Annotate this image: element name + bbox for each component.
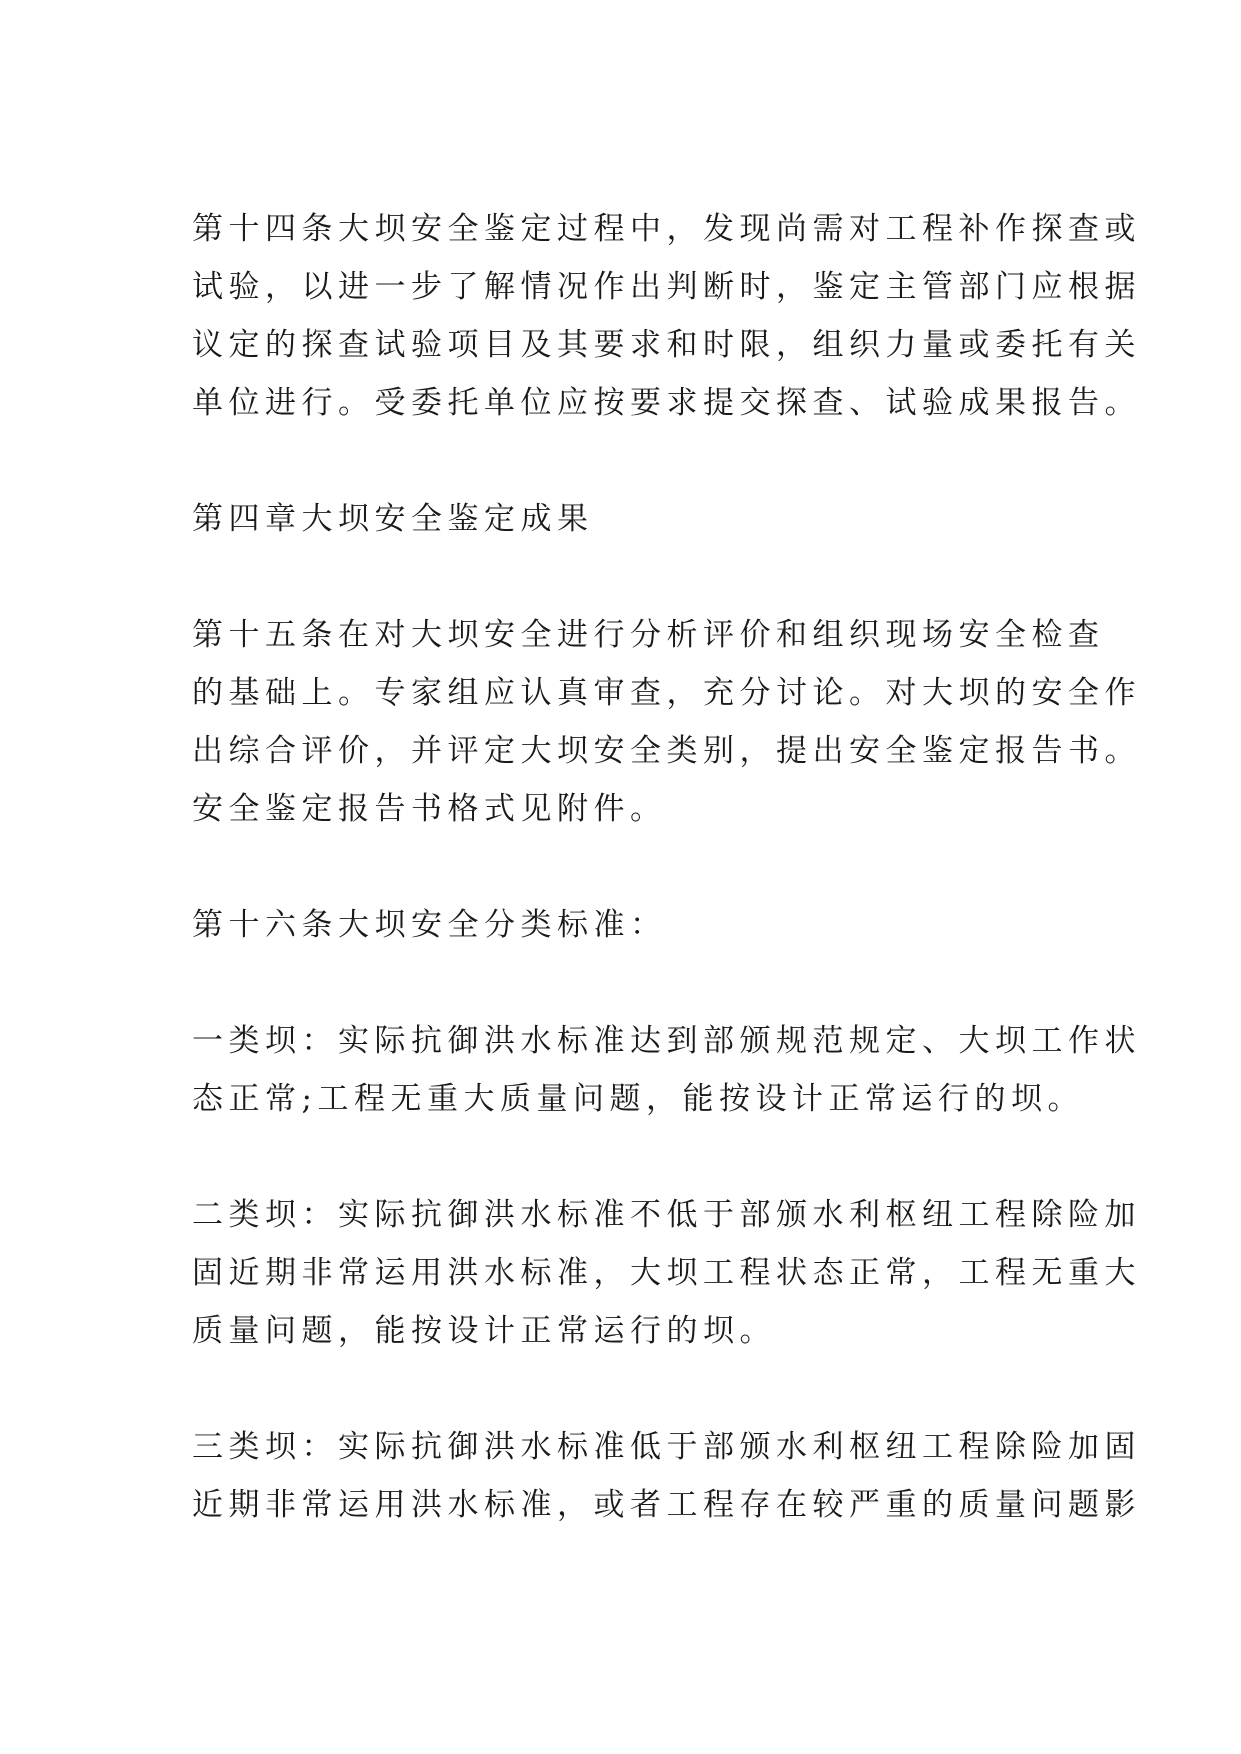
class-3-dam-paragraph	[192, 1418, 1141, 1534]
article-16-paragraph	[192, 896, 1072, 954]
text-line: 第十五条在对大坝安全进行分析评价和组织现场安全检查	[192, 617, 1105, 653]
text-line: 试验，以进一步了解情况作出判断时，鉴定主管部门应根据	[192, 269, 1141, 305]
paragraph-gap	[192, 548, 1072, 606]
text-line: 质量问题，能按设计正常运行的坝。	[192, 1313, 776, 1349]
text-line: 单位进行。受委托单位应按要求提交探查、试验成果报告。	[192, 385, 1141, 421]
text-line: 出综合评价，并评定大坝安全类别，提出安全鉴定报告书。	[192, 733, 1141, 769]
text-line: 固近期非常运用洪水标准，大坝工程状态正常，工程无重大	[192, 1255, 1141, 1291]
text-line: 的基础上。专家组应认真审查，充分讨论。对大坝的安全作	[192, 675, 1141, 711]
document-body	[192, 200, 1141, 1534]
text-line: 议定的探查试验项目及其要求和时限，组织力量或委托有关	[192, 327, 1141, 363]
text-line: 安全鉴定报告书格式见附件。	[192, 791, 667, 827]
text-line: 二类坝：实际抗御洪水标准不低于部颁水利枢纽工程除险加	[192, 1197, 1141, 1233]
chapter-4-heading	[192, 490, 1072, 548]
text-line: 一类坝：实际抗御洪水标准达到部颁规范规定、大坝工作状	[192, 1023, 1141, 1059]
heading-line: 第四章大坝安全鉴定成果	[192, 501, 594, 537]
paragraph-gap	[192, 432, 1072, 490]
class-2-dam-paragraph	[192, 1186, 1141, 1360]
paragraph-gap	[192, 838, 1072, 896]
paragraph-gap	[192, 954, 1072, 1012]
paragraph-gap	[192, 1360, 1072, 1418]
text-line: 近期非常运用洪水标准，或者工程存在较严重的质量问题影	[192, 1487, 1141, 1523]
paragraph-gap	[192, 1128, 1072, 1186]
text-line: 第十四条大坝安全鉴定过程中，发现尚需对工程补作探查或	[192, 211, 1141, 247]
article-15-paragraph	[192, 606, 1141, 838]
text-line: 第十六条大坝安全分类标准：	[192, 907, 667, 943]
class-1-dam-paragraph	[192, 1012, 1141, 1128]
text-line: 态正常;工程无重大质量问题，能按设计正常运行的坝。	[192, 1081, 1084, 1117]
text-line: 三类坝：实际抗御洪水标准低于部颁水利枢纽工程除险加固	[192, 1429, 1141, 1465]
article-14-paragraph	[192, 200, 1141, 432]
